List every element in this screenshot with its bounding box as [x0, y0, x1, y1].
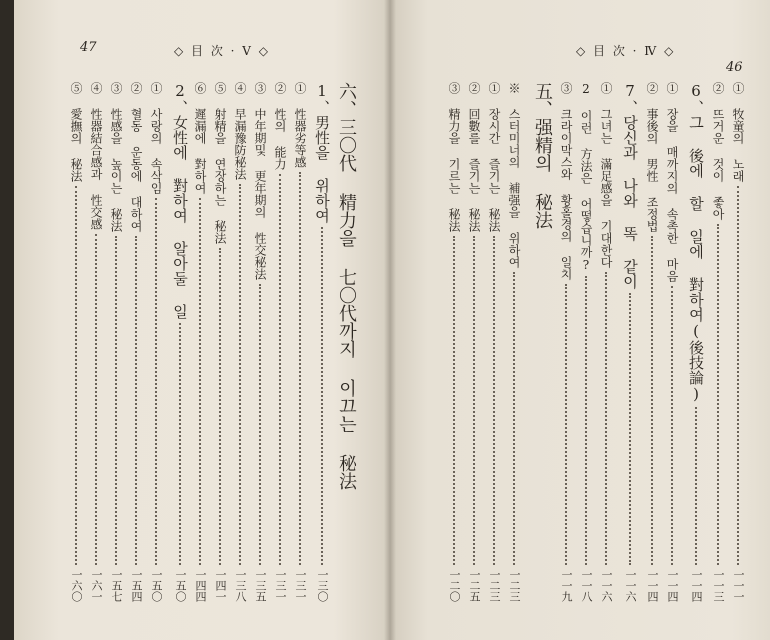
toc-entry: ① 性器劣等感 一三一 — [293, 82, 307, 602]
toc-entry: 6、그 後에 할 일에 對하여(後技論) 一一四 — [687, 82, 705, 602]
toc-entry: ⑤ 愛撫의 秘法 一六〇 — [69, 82, 83, 602]
toc-entry: ② 혈동 운동에 대하여 一五四 — [129, 82, 143, 602]
page-header: ◇ 目 次 · Ⅳ ◇ — [576, 44, 676, 58]
toc-entry: ② 回數를 즐기는 秘法 一二五 — [467, 82, 481, 602]
toc-entry: ③ 크라이막스와 황홀경의 일치 一一九 — [559, 82, 573, 602]
left-page — [14, 0, 390, 640]
toc-entry: ※ 스터미너의 補强을 위하여 一二三 — [507, 82, 521, 602]
toc-entry: 7、당신과 나와 똑 같이 一一六 — [621, 82, 639, 602]
toc-entry: ③ 性感을 높이는 秘法 一五七 — [109, 82, 123, 602]
toc-entry: 2 이런 方法은 어떻습니까? 一一八 — [579, 82, 593, 602]
toc-entry: ② 事後의 男性 조정법 一一四 — [645, 82, 659, 602]
toc-entry: 2、女性에 對하여 알아둘 일 一五〇 — [171, 82, 189, 602]
chapter-title: 五、强精의 秘法 — [532, 82, 553, 229]
toc-entry: ④ 早漏豫防秘法 一三八 — [233, 82, 247, 602]
toc-entry: ① 장시간 즐기는 秘法 一二三 — [487, 82, 501, 602]
toc-entry: ⑤ 射精을 연장하는 秘法 一四一 — [213, 82, 227, 602]
toc-entry: ② 性의 能力 一三一 — [273, 82, 287, 602]
toc-entry: ① 사랑의 속삭임 一五〇 — [149, 82, 163, 602]
toc-entry: ③ 精力을 기르는 秘法 一二〇 — [447, 82, 461, 602]
page-header: ◇ 目 次 · Ⅴ ◇ — [174, 44, 271, 58]
chapter-title: 六、三〇代 精力을 七〇代까지 이끄는 秘法 — [336, 82, 357, 490]
toc-entry: ② 뜨거운 것이 좋아 一一三 — [711, 82, 725, 602]
toc-entry: ① 장을 매까지의 속촉한 마음 一一四 — [665, 82, 679, 602]
toc-entry: ④ 性器結合感과 性交感 一六一 — [89, 82, 103, 602]
page-number: 46 — [726, 60, 743, 75]
book-gutter — [384, 0, 396, 640]
right-page — [390, 0, 770, 640]
toc-entry: ① 牧童의 노래 一一一 — [731, 82, 745, 602]
toc-entry: ⑥ 遲漏에 對하여 一四四 — [193, 82, 207, 602]
toc-entry: ③ 中年期및 更年期의 性交秘法 一三五 — [253, 82, 267, 602]
toc-entry: 1、男性을 위하여 一三〇 — [313, 82, 331, 602]
toc-entry: ① 그녀는 滿足感을 기대한다 一一六 — [599, 82, 613, 602]
page-number: 47 — [80, 40, 97, 55]
